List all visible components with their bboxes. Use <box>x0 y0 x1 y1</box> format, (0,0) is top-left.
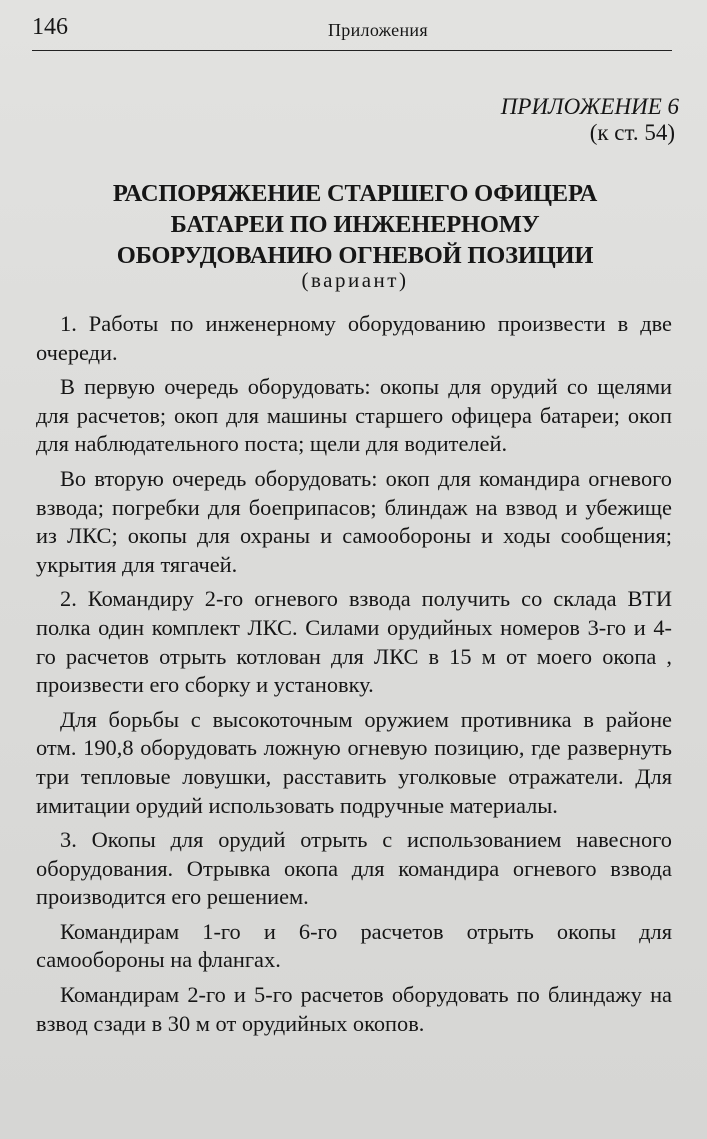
paragraph: Для борьбы с высокоточным оружием противника в районе отм. 190,8 оборудовать ложную огневую позицию, где развернуть три тепловые ловушки, расставить уголковые отражатели. Для имитации орудий использовать подручные материалы. <box>36 706 672 818</box>
title-line: ОБОРУДОВАНИЮ ОГНЕВОЙ ПОЗИЦИИ <box>116 242 594 269</box>
paragraph: 2. Командиру 2-го огневого взвода получить со склада ВТИ полка один комплект ЛКС. Силами орудийных номеров 3-го и 4-го расчетов отрыть котлован для ЛКС в 15 м от моего окопа , произвести его сборку и установку. <box>36 586 672 698</box>
title-line: РАСПОРЯЖЕНИЕ СТАРШЕГО ОФИЦЕРА <box>112 180 598 207</box>
title-line: БАТАРЕИ ПО ИНЖЕНЕРНОМУ <box>170 211 540 238</box>
paragraph: Командирам 2-го и 5-го расчетов оборудовать по блиндажу на взвод сзади в 30 м от орудийных окопов. <box>36 982 672 1036</box>
page-header <box>32 14 672 44</box>
body-text <box>36 310 672 1044</box>
paragraph: 1. Работы по инженерному оборудованию произвести в две очереди. <box>36 311 672 365</box>
page-number: 146 <box>32 14 68 40</box>
document-subtitle: (вариант) <box>301 268 409 292</box>
paragraph: Командирам 1-го и 6-го расчетов отрыть окопы для самообороны на флангах. <box>36 918 672 973</box>
paragraph: В первую очередь оборудовать: окопы для орудий со щелями для расчетов; окоп для машины старшего офицера батареи; окоп для наблюдательного поста; щели для водителей. <box>36 374 672 457</box>
paragraph: 3. Окопы для орудий отрыть с использованием навесного оборудования. Отрывка окопа для командира огневого взвода производится его решением. <box>36 827 672 910</box>
document-title <box>40 178 670 271</box>
running-head: Приложения <box>328 20 428 40</box>
appendix-reference: (к ст. 54) <box>589 120 675 145</box>
header-rule <box>32 50 672 51</box>
appendix-label: ПРИЛОЖЕНИЕ 6 <box>500 94 679 119</box>
paragraph: Во вторую очередь оборудовать: окоп для командира огневого взвода; погребки для боеприпасов; блиндаж на взвод и убежище из ЛКС; окопы для охраны и самообороны и ходы сообщения; укрытия для тягачей. <box>36 465 672 577</box>
appendix-marker <box>501 94 679 146</box>
